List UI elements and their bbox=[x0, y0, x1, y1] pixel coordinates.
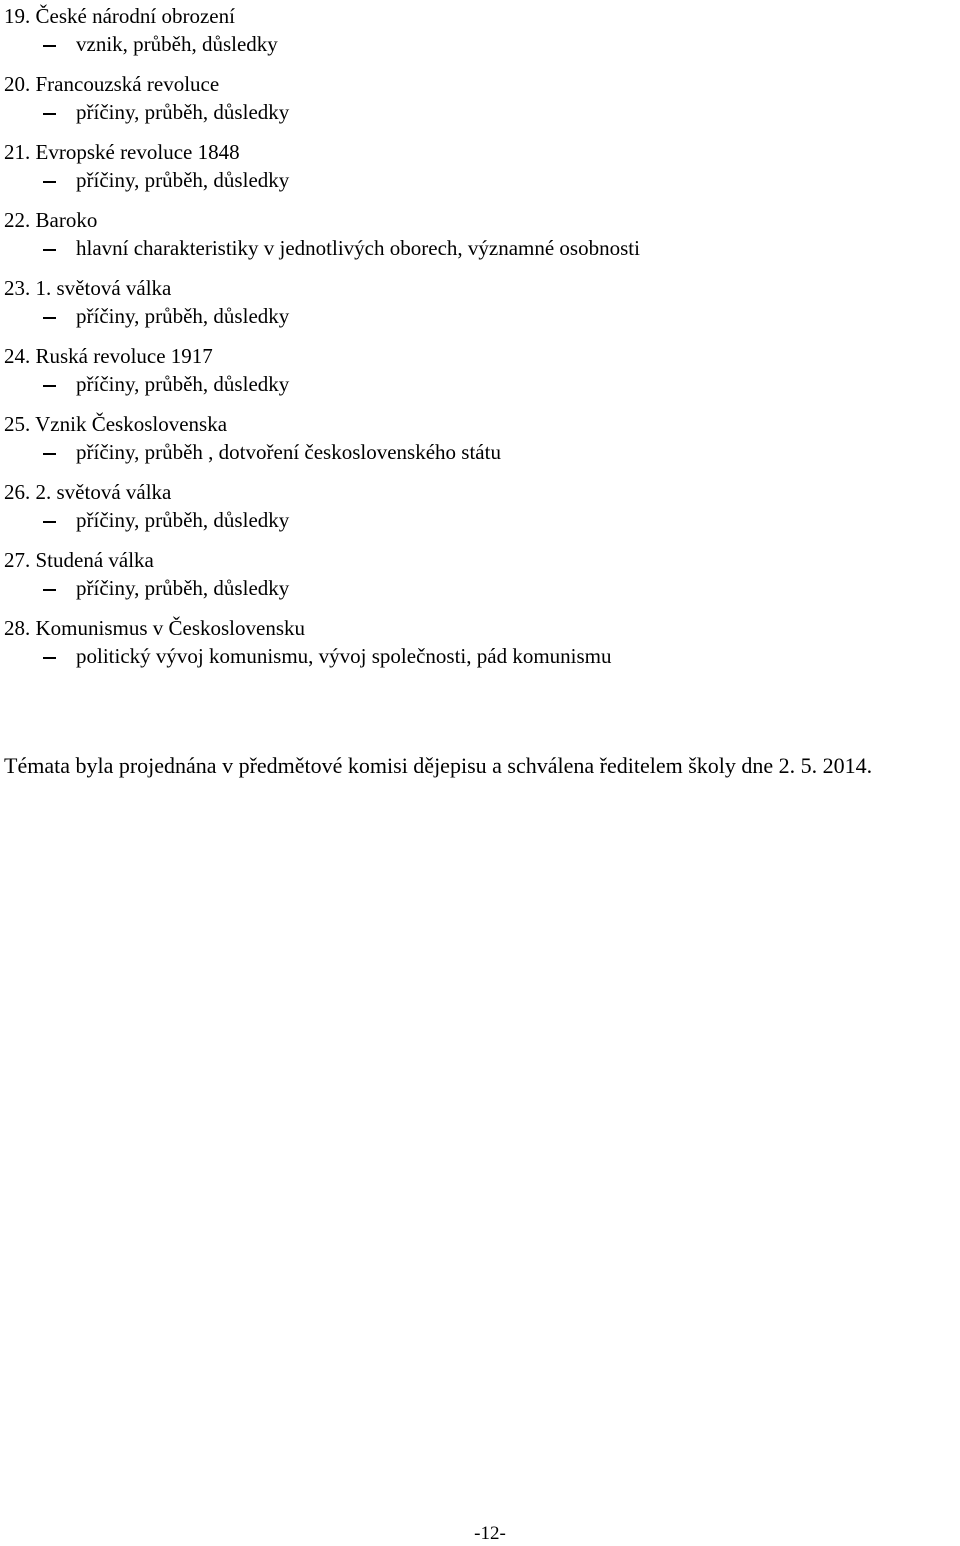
topic-detail-text: příčiny, průběh, důsledky bbox=[76, 372, 290, 396]
topic-detail bbox=[76, 575, 289, 601]
topic-detail-text: příčiny, průběh, důsledky bbox=[76, 168, 290, 192]
topic-title: 24. Ruská revoluce 1917 bbox=[4, 344, 213, 368]
topic-list bbox=[4, 0, 944, 680]
topic-detail-text: příčiny, průběh, důsledky bbox=[76, 576, 290, 600]
topic-detail bbox=[76, 371, 289, 397]
topic-title: 22. Baroko bbox=[4, 208, 98, 232]
topic-detail bbox=[76, 303, 289, 329]
topic-item-24 bbox=[4, 340, 944, 408]
topic-detail bbox=[76, 31, 278, 57]
topic-item-23 bbox=[4, 272, 944, 340]
topic-detail bbox=[76, 99, 289, 125]
topic-item-28 bbox=[4, 612, 944, 680]
topic-title: 27. Studená válka bbox=[4, 548, 154, 572]
dash-bullet-icon bbox=[43, 168, 57, 192]
topic-title: 23. 1. světová válka bbox=[4, 276, 172, 300]
topic-detail bbox=[76, 235, 640, 261]
topic-item-26 bbox=[4, 476, 944, 544]
topic-detail bbox=[76, 507, 289, 533]
page-number: -12- bbox=[474, 1523, 506, 1544]
topic-item-25 bbox=[4, 408, 944, 476]
topic-detail-text: vznik, průběh, důsledky bbox=[76, 32, 278, 56]
topic-detail bbox=[76, 167, 289, 193]
topic-detail bbox=[76, 439, 501, 465]
dash-bullet-icon bbox=[43, 508, 57, 532]
dash-bullet-icon bbox=[43, 440, 57, 464]
topic-item-21 bbox=[4, 136, 944, 204]
topic-detail-text: politický vývoj komunismu, vývoj společnosti, pád komunismu bbox=[76, 644, 612, 668]
topic-detail-text: příčiny, průběh , dotvoření československého státu bbox=[76, 440, 501, 464]
topic-detail-text: příčiny, průběh, důsledky bbox=[76, 100, 290, 124]
dash-bullet-icon bbox=[43, 644, 57, 668]
dash-bullet-icon bbox=[43, 100, 57, 124]
topic-item-22 bbox=[4, 204, 944, 272]
topic-title: 28. Komunismus v Československu bbox=[4, 616, 306, 640]
approval-note: Témata byla projednána v předmětové komisi dějepisu a schválena ředitelem školy dne 2. 5. 2014. bbox=[4, 753, 873, 778]
topic-detail-text: příčiny, průběh, důsledky bbox=[76, 508, 290, 532]
topic-title: 26. 2. světová válka bbox=[4, 480, 172, 504]
topic-detail bbox=[76, 643, 612, 669]
topic-item-27 bbox=[4, 544, 944, 612]
topic-item-19 bbox=[4, 0, 944, 68]
topic-title: 20. Francouzská revoluce bbox=[4, 72, 220, 96]
topic-title: 25. Vznik Československa bbox=[4, 412, 228, 436]
dash-bullet-icon bbox=[43, 32, 57, 56]
dash-bullet-icon bbox=[43, 372, 57, 396]
topic-detail-text: hlavní charakteristiky v jednotlivých oborech, významné osobnosti bbox=[76, 236, 640, 260]
dash-bullet-icon bbox=[43, 236, 57, 260]
dash-bullet-icon bbox=[43, 304, 57, 328]
topic-title: 21. Evropské revoluce 1848 bbox=[4, 140, 240, 164]
topic-item-20 bbox=[4, 68, 944, 136]
topic-title: 19. České národní obrození bbox=[4, 4, 235, 28]
dash-bullet-icon bbox=[43, 576, 57, 600]
topic-detail-text: příčiny, průběh, důsledky bbox=[76, 304, 290, 328]
